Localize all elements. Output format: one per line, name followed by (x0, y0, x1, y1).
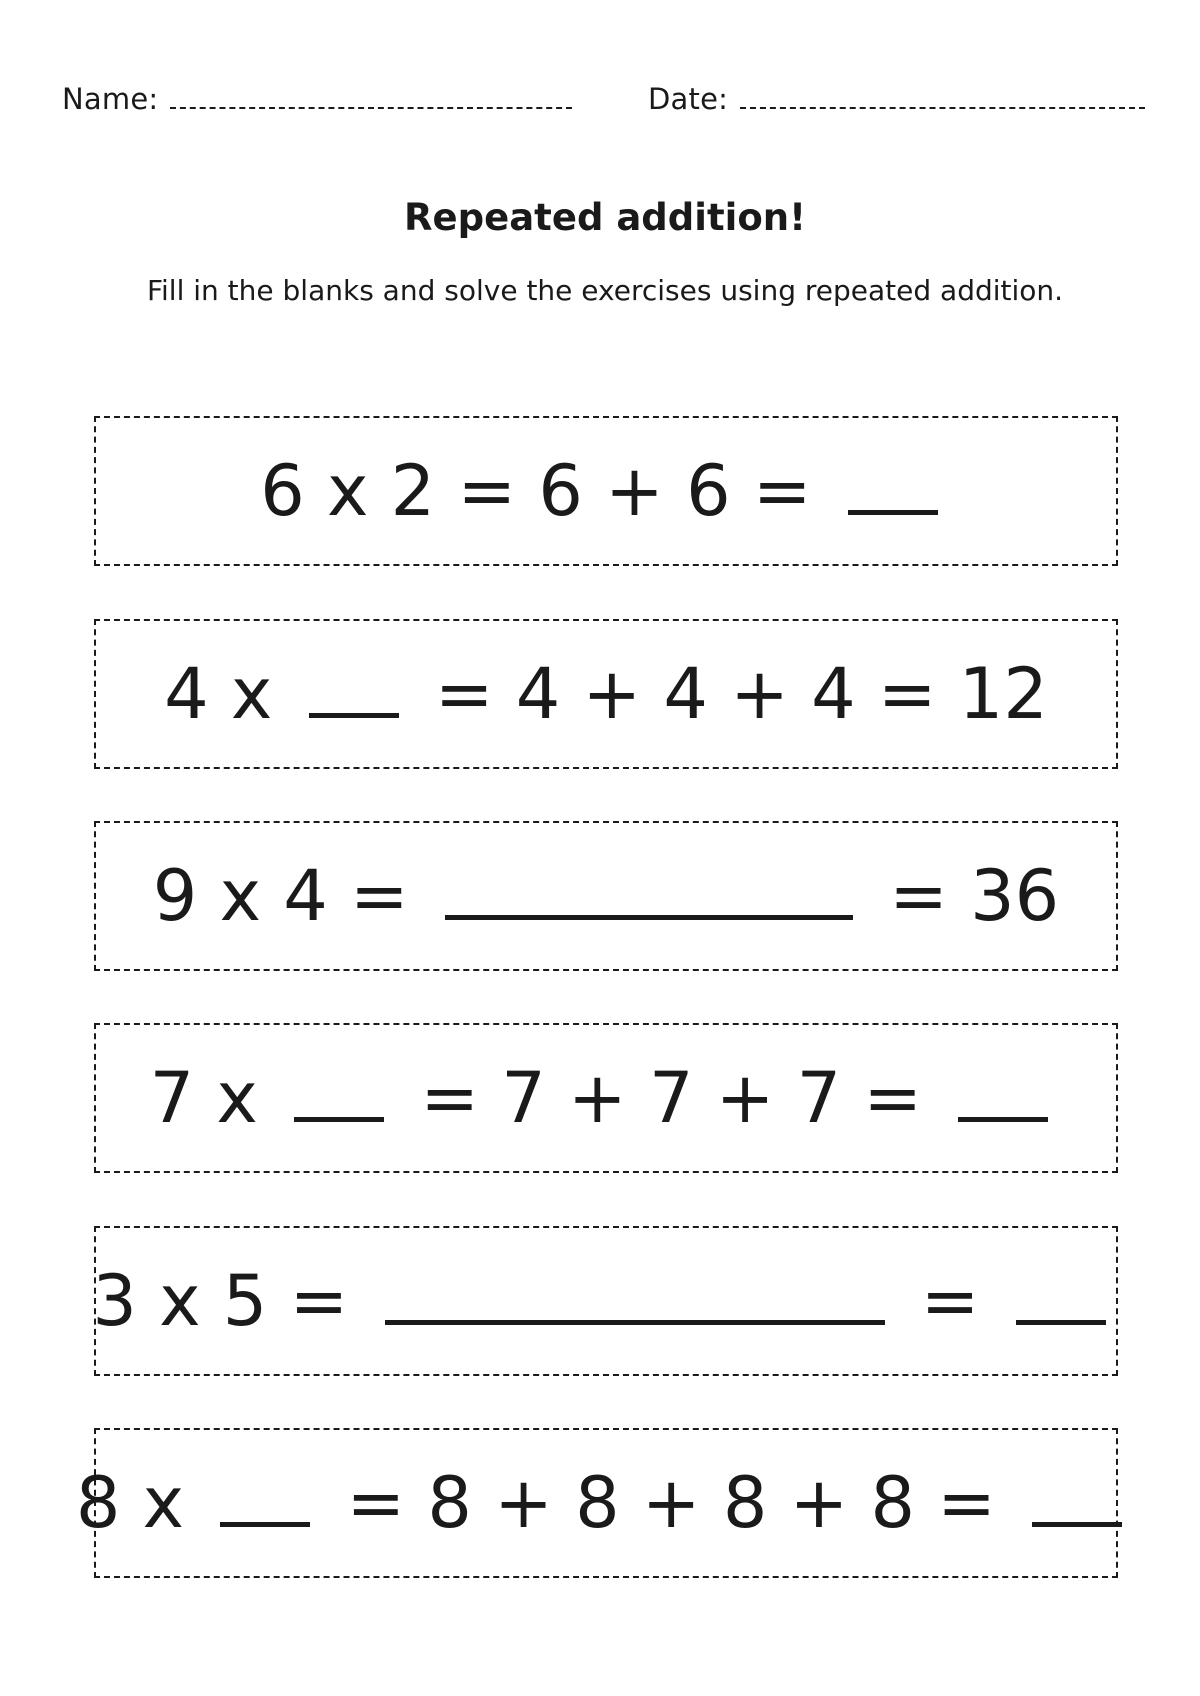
equation-text: 8 x (75, 1462, 207, 1544)
equation-text: 6 x 2 = 6 + 6 = (260, 450, 834, 532)
date-blank[interactable] (740, 85, 1145, 109)
equation (260, 450, 952, 532)
equation-text: 3 x 5 = (92, 1260, 371, 1342)
exercise-box (94, 1023, 1118, 1173)
exercise-box (75, 1428, 1118, 1578)
exercise-box (94, 1226, 1118, 1376)
equation (153, 855, 1059, 937)
equation (76, 1462, 1136, 1544)
name-blank[interactable] (170, 85, 572, 109)
date-field[interactable] (648, 82, 1145, 116)
answer-blank[interactable] (445, 863, 853, 920)
equation-text: 4 x (164, 653, 295, 735)
equation (150, 1057, 1063, 1139)
worksheet-instructions: Fill in the blanks and solve the exercises using repeated addition. (146, 274, 1064, 307)
exercise-box (94, 416, 1118, 566)
name-label: Name: (62, 82, 159, 116)
equation-text: 9 x 4 = (152, 855, 431, 937)
equation-text: = 7 + 7 + 7 = (398, 1057, 945, 1139)
equation-text: = 36 (866, 855, 1060, 937)
answer-blank[interactable] (220, 1470, 310, 1527)
equation-text: = 8 + 8 + 8 + 8 = (324, 1462, 1019, 1544)
worksheet-title: Repeated addition! (404, 196, 806, 239)
answer-blank[interactable] (385, 1268, 885, 1325)
equation (92, 1260, 1119, 1342)
answer-blank[interactable] (309, 661, 399, 718)
equation-text: 7 x (149, 1057, 281, 1139)
answer-blank[interactable] (1016, 1268, 1106, 1325)
exercise-box (94, 619, 1118, 769)
date-label: Date: (648, 82, 729, 116)
equation-text: = 4 + 4 + 4 = 12 (412, 653, 1048, 735)
answer-blank[interactable] (294, 1065, 384, 1122)
exercise-box (94, 821, 1118, 971)
name-field[interactable] (62, 82, 572, 116)
equation-text: = (898, 1260, 1002, 1342)
equation (164, 653, 1048, 735)
answer-blank[interactable] (848, 458, 938, 515)
answer-blank[interactable] (958, 1065, 1048, 1122)
answer-blank[interactable] (1032, 1470, 1122, 1527)
